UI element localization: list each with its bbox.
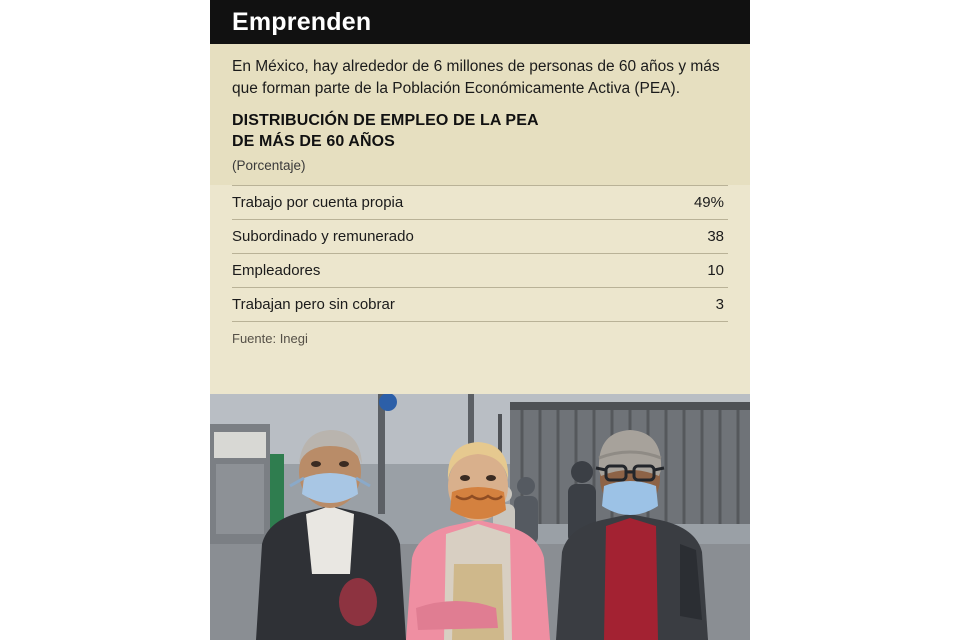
table-row-value: 38: [707, 228, 724, 245]
chart-units-label: (Porcentaje): [232, 158, 306, 173]
intro-paragraph: En México, hay alrededor de 6 millones de personas de 60 años y más que forman parte de la Población Económicamente Activa (PEA).: [232, 58, 720, 97]
table-row-value: 49%: [693, 194, 724, 211]
table-row: [232, 185, 728, 220]
table-row: [232, 288, 728, 322]
table-row-value: 3: [715, 296, 724, 313]
table-row-value: 10: [707, 262, 724, 279]
table-row-label: Trabajo por cuenta propia: [232, 194, 404, 211]
intro-block: [210, 44, 750, 185]
photo-image: [210, 394, 750, 640]
table-row-label: Subordinado y remunerado: [232, 228, 414, 245]
chart-subtitle-line1: DISTRIBUCIÓN DE EMPLEO DE LA PEA: [232, 112, 539, 129]
source-note: Fuente: Inegi: [210, 322, 750, 346]
page-title: Emprenden: [232, 7, 372, 36]
table-row: [232, 220, 728, 254]
table-row-label: Empleadores: [232, 262, 321, 279]
table-row: [232, 254, 728, 288]
data-table: [210, 185, 750, 322]
header-bar: [210, 0, 750, 44]
table-row-label: Trabajan pero sin cobrar: [232, 296, 395, 313]
chart-subtitle-line2: DE MÁS DE 60 AÑOS: [232, 133, 395, 150]
chart-subtitle: [232, 110, 728, 152]
infographic-card: [210, 0, 750, 640]
